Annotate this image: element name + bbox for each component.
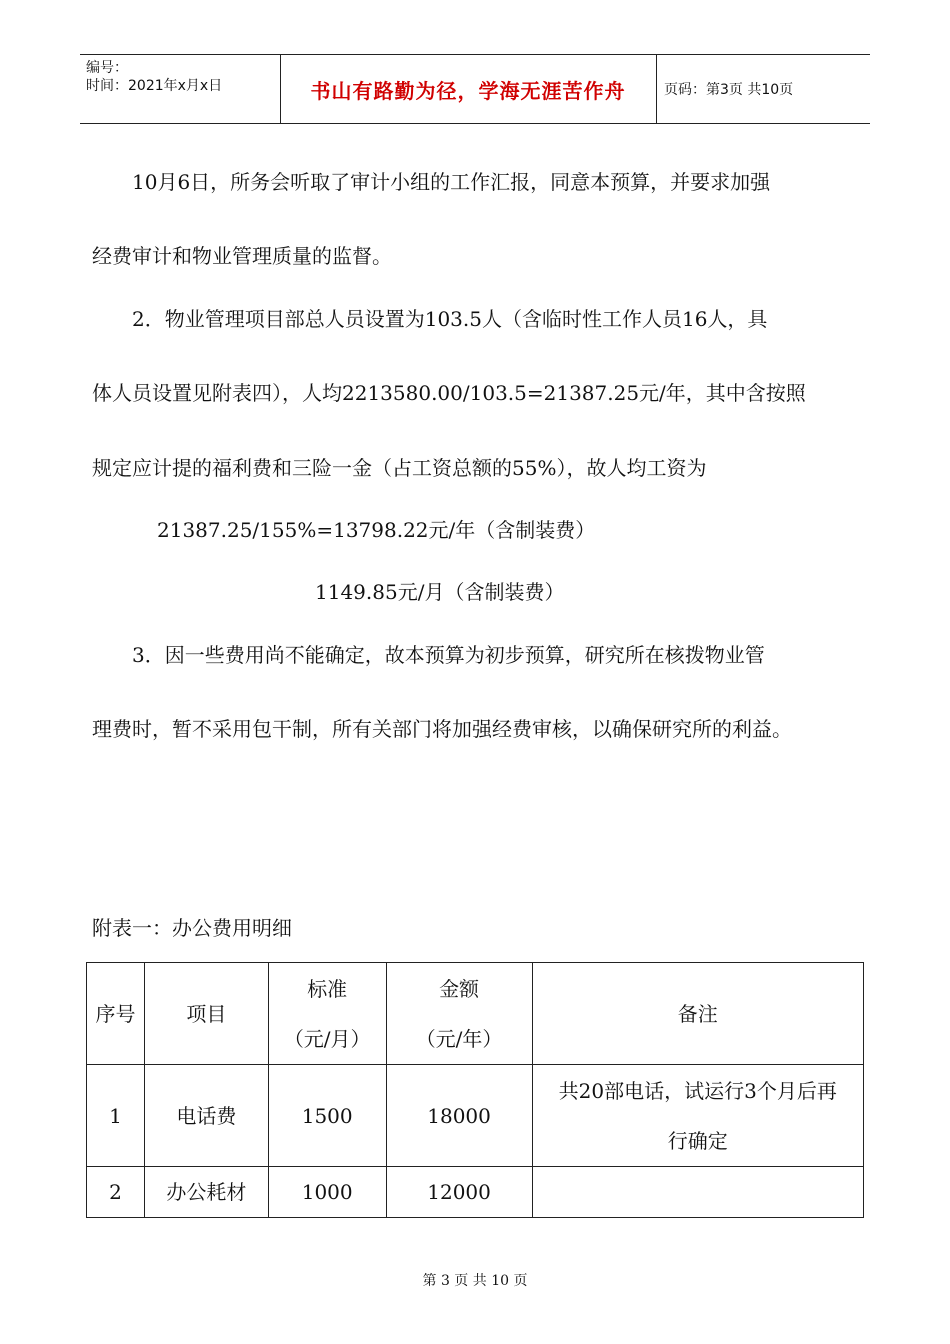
office-expense-table [86, 962, 864, 1218]
body-line: 3．因一些费用尚不能确定，故本预算为初步预算，研究所在核拨物业管 [132, 643, 765, 667]
header-standard [268, 963, 386, 1065]
cell-item: 电话费 [144, 1065, 268, 1167]
body-line: 21387.25/155%=13798.22元/年（含制装费） [157, 518, 596, 542]
cell-no: 2 [87, 1167, 145, 1218]
cell-remark-line1: 共20部电话，试运行3个月后再 [558, 1078, 837, 1103]
body-line: 规定应计提的福利费和三险一金（占工资总额的55%），故人均工资为 [92, 456, 707, 480]
body-line: 10月6日，所务会听取了审计小组的工作汇报，同意本预算，并要求加强 [132, 170, 771, 194]
header-amount-line1: 金额 [439, 976, 480, 1001]
number-label: 编号： [86, 60, 128, 76]
body-line: 经费审计和物业管理质量的监督。 [92, 244, 392, 268]
body-line: 2．物业管理项目部总人员设置为103.5人（含临时性工作人员16人，具 [132, 307, 768, 331]
cell-remark [532, 1167, 864, 1218]
cell-remark-line2: 行确定 [667, 1128, 728, 1153]
header-item: 项目 [144, 963, 268, 1065]
header-motto: 书山有路勤为径，学海无涯苦作舟 [310, 79, 626, 103]
cell-item: 办公耗材 [144, 1167, 268, 1218]
header-standard-line1: 标准 [307, 976, 348, 1001]
table-row [87, 1167, 864, 1218]
table-row [87, 1065, 864, 1167]
header-no: 序号 [87, 963, 145, 1065]
header-page-info: 页码：第3页 共10页 [664, 82, 794, 98]
cell-remark [532, 1065, 864, 1167]
table-caption: 附表一：办公费用明细 [92, 916, 292, 940]
cell-standard: 1500 [268, 1065, 386, 1167]
cell-no: 1 [87, 1065, 145, 1167]
header-amount-line2: （元/年） [415, 1026, 503, 1051]
cell-amount: 18000 [386, 1065, 532, 1167]
body-line: 理费时，暂不采用包干制，所有关部门将加强经费审核，以确保研究所的利益。 [92, 717, 792, 741]
body-line: 体人员设置见附表四），人均2213580.00/103.5=21387.25元/年，其中含按照 [92, 381, 806, 405]
body-line: 1149.85元/月（含制装费） [315, 580, 565, 604]
header-meta [86, 59, 222, 95]
header-remark: 备注 [532, 963, 864, 1065]
page-header [80, 54, 870, 124]
page-footer: 第 3 页 共 10 页 [422, 1273, 528, 1289]
header-divider [280, 55, 281, 123]
header-divider [656, 55, 657, 123]
header-amount [386, 963, 532, 1065]
table-header-row [87, 963, 864, 1065]
cell-amount: 12000 [386, 1167, 532, 1218]
time-label: 时间：2021年x月x日 [86, 78, 223, 94]
cell-standard: 1000 [268, 1167, 386, 1218]
header-standard-line2: （元/月） [283, 1026, 371, 1051]
